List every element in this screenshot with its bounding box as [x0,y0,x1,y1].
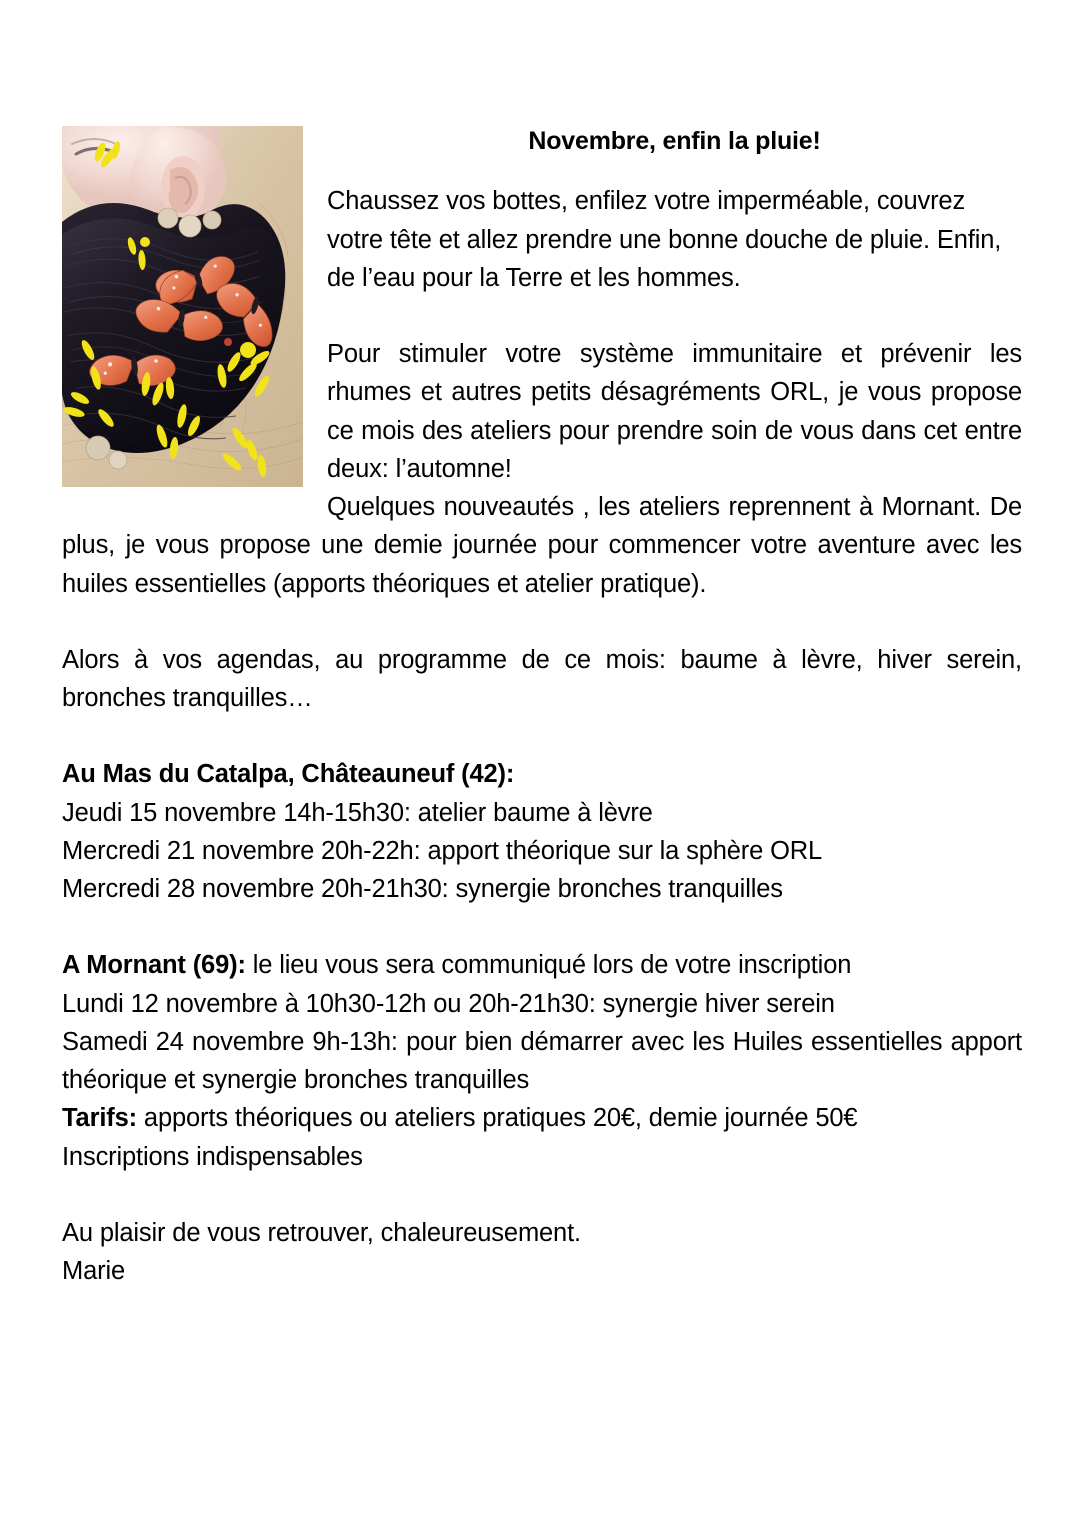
paragraph-nouveautes: Quelques nouveautés , les ateliers reprennent à Mornant. De plus, je vous propose une demie journée pour commencer votre aventure avec les huiles essentielles (apports théoriques et atelier pratique). [62,493,1022,598]
closing-line: Au plaisir de vous retrouver, chaleureusement. [62,1218,581,1247]
hair-with-butterflies-photo [62,126,303,487]
venue-mornant-heading-note: le lieu vous sera communiqué lors de votre inscription [245,951,852,980]
venue-catalpa-session-1: Jeudi 15 novembre 14h-15h30: atelier baume à lèvre [62,798,653,827]
paragraph-gap-4 [62,908,1022,946]
pricing-label: Tarifs: [62,1104,137,1133]
paragraph-gap-3 [62,717,1022,755]
venue-catalpa-heading: Au Mas du Catalpa, Châteauneuf (42): [62,760,515,789]
paragraph-agendas: Alors à vos agendas, au programme de ce mois: baume à lèvre, hiver serein, bronches tranquilles… [62,645,1022,712]
paragraph-gap-5 [62,1176,1022,1214]
pricing-text: apports théoriques ou ateliers pratiques 20€, demie journée 50€ [137,1104,858,1133]
paragraph-gap-2 [62,603,1022,641]
document-content [62,126,1022,1290]
venue-mornant-session-2: Samedi 24 novembre 9h-13h: pour bien démarrer avec les Huiles essentielles apport théorique et synergie bronches tranquilles [62,1027,1022,1094]
venue-mornant-session-1: Lundi 12 novembre à 10h30-12h ou 20h-21h30: synergie hiver serein [62,989,835,1018]
venue-mornant-heading-line [62,946,1022,984]
registration-note: Inscriptions indispensables [62,1142,363,1171]
paragraph-immunity: Pour stimuler votre système immunitaire et prévenir les rhumes et autres petits désagréments ORL, je vous propose ce mois des ateliers pour prendre soin de vous dans cet entre deux: l’automne! [327,340,1022,483]
venue-catalpa-session-2: Mercredi 21 novembre 20h-22h: apport théorique sur la sphère ORL [62,836,823,865]
venue-mornant-heading: A Mornant (69): [62,951,246,980]
pricing-line [62,1099,1022,1137]
signature: Marie [62,1257,126,1285]
venue-catalpa-session-3: Mercredi 28 novembre 20h-21h30: synergie bronches tranquilles [62,875,783,903]
page-title: Novembre, enfin la pluie! [528,127,821,155]
paragraph-intro: Chaussez vos bottes, enfilez votre imperméable, couvrez votre tête et allez prendre une bonne douche de pluie. Enfin, de l’eau pour la Terre et les hommes. [327,187,1002,292]
